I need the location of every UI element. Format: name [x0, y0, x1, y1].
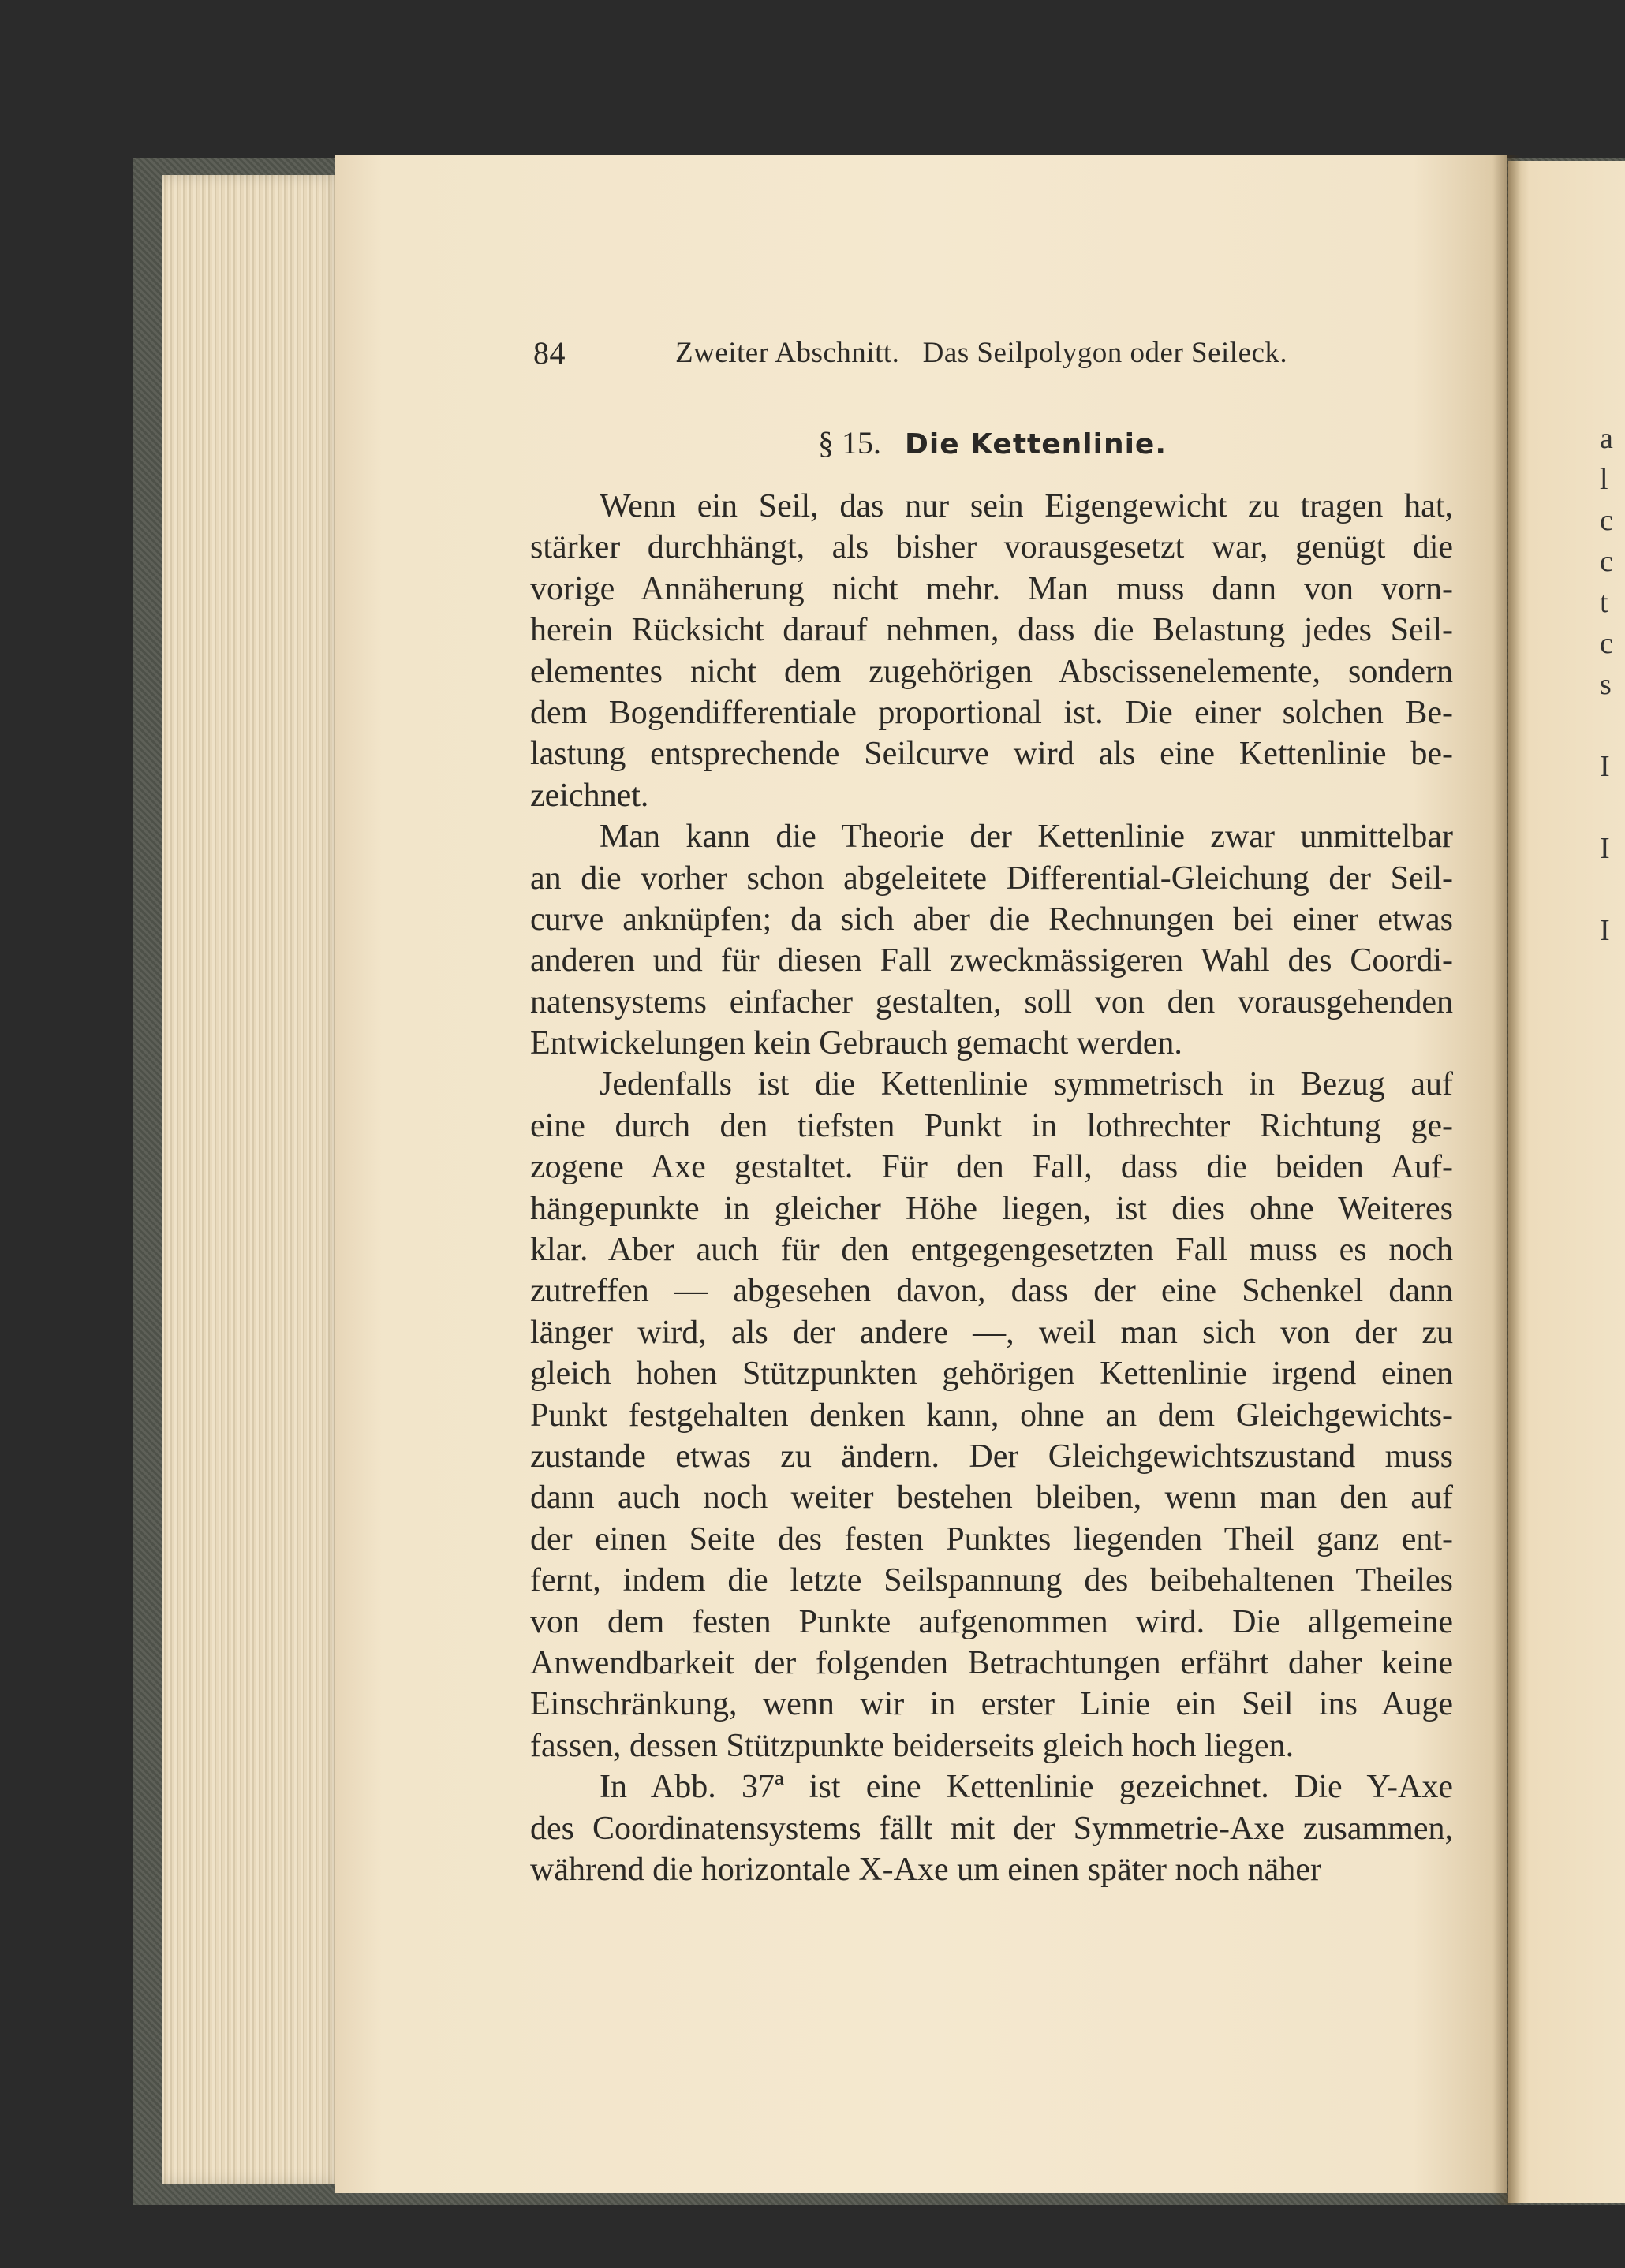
text-line: Wenn ein Seil, das nur sein Eigengewicht zu tragen hat,	[600, 488, 1453, 524]
text-line: herein Rücksicht darauf nehmen, dass die Belastung jedes Seil-	[530, 612, 1453, 649]
text-line: des Coordinatensystems fällt mit der Symmetrie-Axe zusammen,	[530, 1810, 1453, 1847]
text-line: zogene Axe gestaltet. Für den Fall, dass die beiden Auf-	[530, 1149, 1453, 1186]
page-edges	[162, 175, 343, 2184]
text-line: eine durch den tiefsten Punkt in lothrechter Richtung ge-	[530, 1107, 1453, 1144]
text-line: fassen, dessen Stützpunkte beiderseits gleich hoch liegen.	[530, 1727, 1294, 1764]
text-line: zustande etwas zu ändern. Der Gleichgewichtszustand muss	[530, 1438, 1453, 1475]
running-title: Zweiter Abschnitt. Das Seilpolygon oder Seileck.	[675, 337, 1288, 369]
text-line: curve anknüpfen; da sich aber die Rechnungen bei einer etwas	[530, 901, 1453, 938]
text-line: während die horizontale X-Axe um einen später noch näher	[530, 1851, 1321, 1888]
text-line: natensystems einfacher gestalten, soll von den vorausgehenden	[530, 983, 1453, 1020]
text-line: vorige Annäherung nicht mehr. Man muss dann von vorn-	[530, 570, 1453, 607]
text-line: klar. Aber auch für den entgegengesetzten Fall muss es noch	[530, 1232, 1453, 1269]
text-line: Anwendbarkeit der folgenden Betrachtungen erfährt daher keine	[530, 1644, 1453, 1681]
text-line: von dem festen Punkte aufgenommen wird. Die allgemeine	[530, 1603, 1453, 1640]
text-line: stärker durchhängt, als bisher vorausgesetzt war, genügt die	[530, 529, 1453, 566]
section-heading	[533, 424, 1451, 461]
text-line: anderen und für diesen Fall zweckmässigeren Wahl des Coordi-	[530, 942, 1453, 979]
section-title: Die Kettenlinie.	[904, 428, 1167, 461]
text-line: länger wird, als der andere —, weil man sich von der zu	[530, 1314, 1453, 1351]
text-line: In Abb. 37ª ist eine Kettenlinie gezeichnet. Die Y-Axe	[600, 1769, 1453, 1806]
text-line: fernt, indem die letzte Seilspannung des beibehaltenen Theiles	[530, 1562, 1453, 1599]
text-line: elementes nicht dem zugehörigen Abscissenelemente, sondern	[530, 653, 1453, 690]
page-number: 84	[533, 335, 566, 371]
text-line: der einen Seite des festen Punktes liegenden Theil ganz ent-	[530, 1520, 1453, 1557]
text-line: an die vorher schon abgeleitete Differential-Gleichung der Seil-	[530, 860, 1453, 897]
section-number: § 15.	[817, 425, 881, 461]
text-line: Einschränkung, wenn wir in erster Linie ein Seil ins Auge	[530, 1686, 1453, 1723]
text-line: Punkt festgehalten denken kann, ohne an dem Gleichgewichts-	[530, 1397, 1453, 1434]
text-line: dem Bogendifferentiale proportional ist. Die einer solchen Be-	[530, 694, 1453, 731]
text-line: hängepunkte in gleicher Höhe liegen, ist dies ohne Weiteres	[530, 1190, 1453, 1227]
next-page-edge-text: a l c c t c s I I I	[1600, 422, 1613, 947]
text-line: Entwickelungen kein Gebrauch gemacht werden.	[530, 1025, 1182, 1062]
running-header	[533, 334, 1322, 382]
text-line: lastung entsprechende Seilcurve wird als eine Kettenlinie be-	[530, 736, 1453, 773]
text-line: gleich hohen Stützpunkten gehörigen Kettenlinie irgend einen	[530, 1356, 1453, 1393]
page-gutter	[1492, 155, 1521, 2205]
body-text	[530, 486, 1453, 1890]
text-line: dann auch noch weiter bestehen bleiben, wenn man den auf	[530, 1479, 1453, 1516]
text-line: Jedenfalls ist die Kettenlinie symmetrisch in Bezug auf	[600, 1066, 1453, 1103]
text-line: zeichnet.	[530, 777, 649, 814]
text-line: zutreffen — abgesehen davon, dass der eine Schenkel dann	[530, 1273, 1453, 1310]
text-line: Man kann die Theorie der Kettenlinie zwar unmittelbar	[600, 819, 1453, 856]
